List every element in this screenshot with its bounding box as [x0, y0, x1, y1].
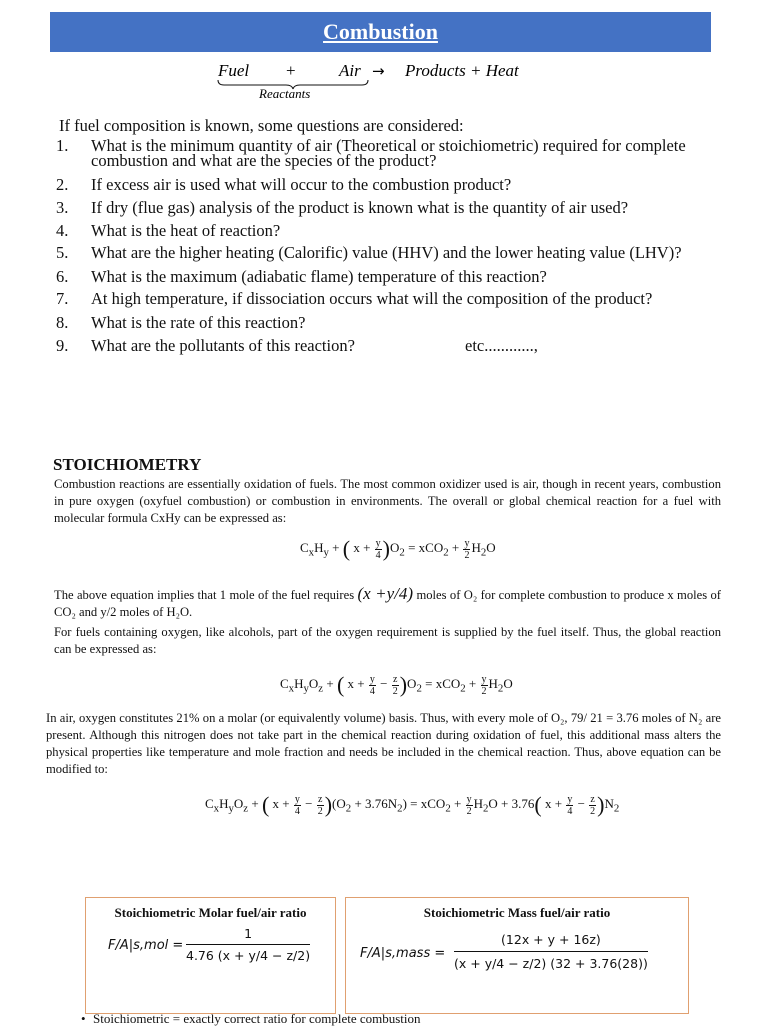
molar-ratio-box — [85, 897, 336, 1014]
bullet-dot-icon: • — [81, 1011, 86, 1026]
main-equation — [0, 58, 768, 106]
paragraph-4: In air, oxygen constitutes 21% on a molar (or equivalently volume) basis. Thus, with every mole of O₂, 79/ 21 = 3.76 moles of N₂ are present. Although this nitrogen does not take part in the chemical reaction during oxidation of fuel, this additional mass alters the physical properties like temperature and mole fraction and needs be included in the chemical reaction. Thus, above equation can be modified to: — [46, 711, 721, 776]
intro-text: If fuel composition is known, some questions are considered: — [59, 116, 464, 135]
list-item: 1. What is the minimum quantity of air (Theoretical or stoichiometric) required for complete combustion and what are the species of the product? — [56, 136, 686, 170]
paragraph-1: Combustion reactions are essentially oxidation of fuels. The most common oxidizer used is air, though in recent years, combustion in pure oxygen (oxyfuel combustion) or combustion in environments. The overall or global chemical reaction for a fuel with molecular formula CxHy can be expressed as: — [54, 477, 721, 525]
mass-ratio-title: Stoichiometric Mass fuel/air ratio — [423, 905, 611, 920]
paragraph-2: The above equation implies that 1 mole of the fuel requires (x +y/4) moles of O₂ for complete combustion to produce x moles of CO₂ and y/2 moles of H₂O. — [54, 584, 721, 619]
mass-fraction: (12x + y + 16z) (x + y/4 − z/2) (32 + 3.76(28)) — [454, 932, 648, 971]
title-banner — [50, 12, 711, 52]
list-item: 7. At high temperature, if dissociation occurs what will the composition of the product? — [56, 289, 653, 308]
molar-fraction: 1 4.76 (x + y/4 − z/2) — [186, 926, 311, 963]
molar-lhs: F/A|s,mol = — [108, 938, 184, 953]
bullet-item: • Stoichiometric = exactly correct ratio for complete combustion — [81, 1011, 421, 1026]
etc-text: etc............, — [465, 336, 538, 355]
equation-3: $C_xH_yO_z$ + ( x + $\frac{y}{4}$ − $\frac{z}{2}$ )$(O_2 + 3.76N_2) = xCO_2$ + $\frac{y}{2}$ $H_2O + 3.76$( x + $\frac{y}{4}$ − $\frac{z}{2}$ )$N_2$ — [205, 792, 620, 817]
eq-reactants: Reactants — [259, 86, 311, 101]
list-item: 4. What is the heat of reaction? — [56, 221, 281, 240]
mass-ratio-box — [345, 897, 689, 1014]
list-item: 5. What are the higher heating (Calorific) value (HHV) and the lower heating value (LHV)? — [56, 243, 682, 262]
stoichiometry-heading: STOICHIOMETRY — [53, 455, 202, 474]
eq-plus: + — [286, 61, 296, 80]
mass-lhs: F/A|s,mass = — [360, 946, 446, 961]
list-item: 6. What is the maximum (adiabatic flame) temperature of this reaction? — [56, 267, 547, 286]
molar-ratio-title: Stoichiometric Molar fuel/air ratio — [114, 905, 307, 920]
eq-products: Products + Heat — [405, 61, 519, 80]
list-item: 9. What are the pollutants of this reaction? etc............, — [56, 336, 538, 355]
list-item: 2. If excess air is used what will occur to the combustion product? — [56, 175, 512, 194]
eq-arrow: → — [372, 62, 385, 80]
list-item: 3. If dry (flue gas) analysis of the product is known what is the quantity of air used? — [56, 198, 629, 217]
eq-air: Air — [339, 61, 361, 80]
equation-1: $C_xH_y$ + ( x + $\frac{y}{4}$ )$O_2 = xCO_2$ + $\frac{y}{2}$ $H_2O$ — [300, 536, 496, 561]
page-title: Combustion — [323, 19, 438, 44]
equation-2: $C_xH_yO_z$ + ( x + $\frac{y}{4}$ − $\frac{z}{2}$ )$O_2 = xCO_2$ + $\frac{y}{2}$ $H_2O$ — [280, 672, 513, 697]
list-item: 8. What is the rate of this reaction? — [56, 313, 306, 332]
paragraph-3: For fuels containing oxygen, like alcohols, part of the oxygen requirement is supplied by the fuel itself. Thus, the global reaction can be expressed as: — [54, 625, 721, 656]
question-list — [56, 138, 706, 360]
eq-fuel: Fuel — [218, 61, 250, 80]
